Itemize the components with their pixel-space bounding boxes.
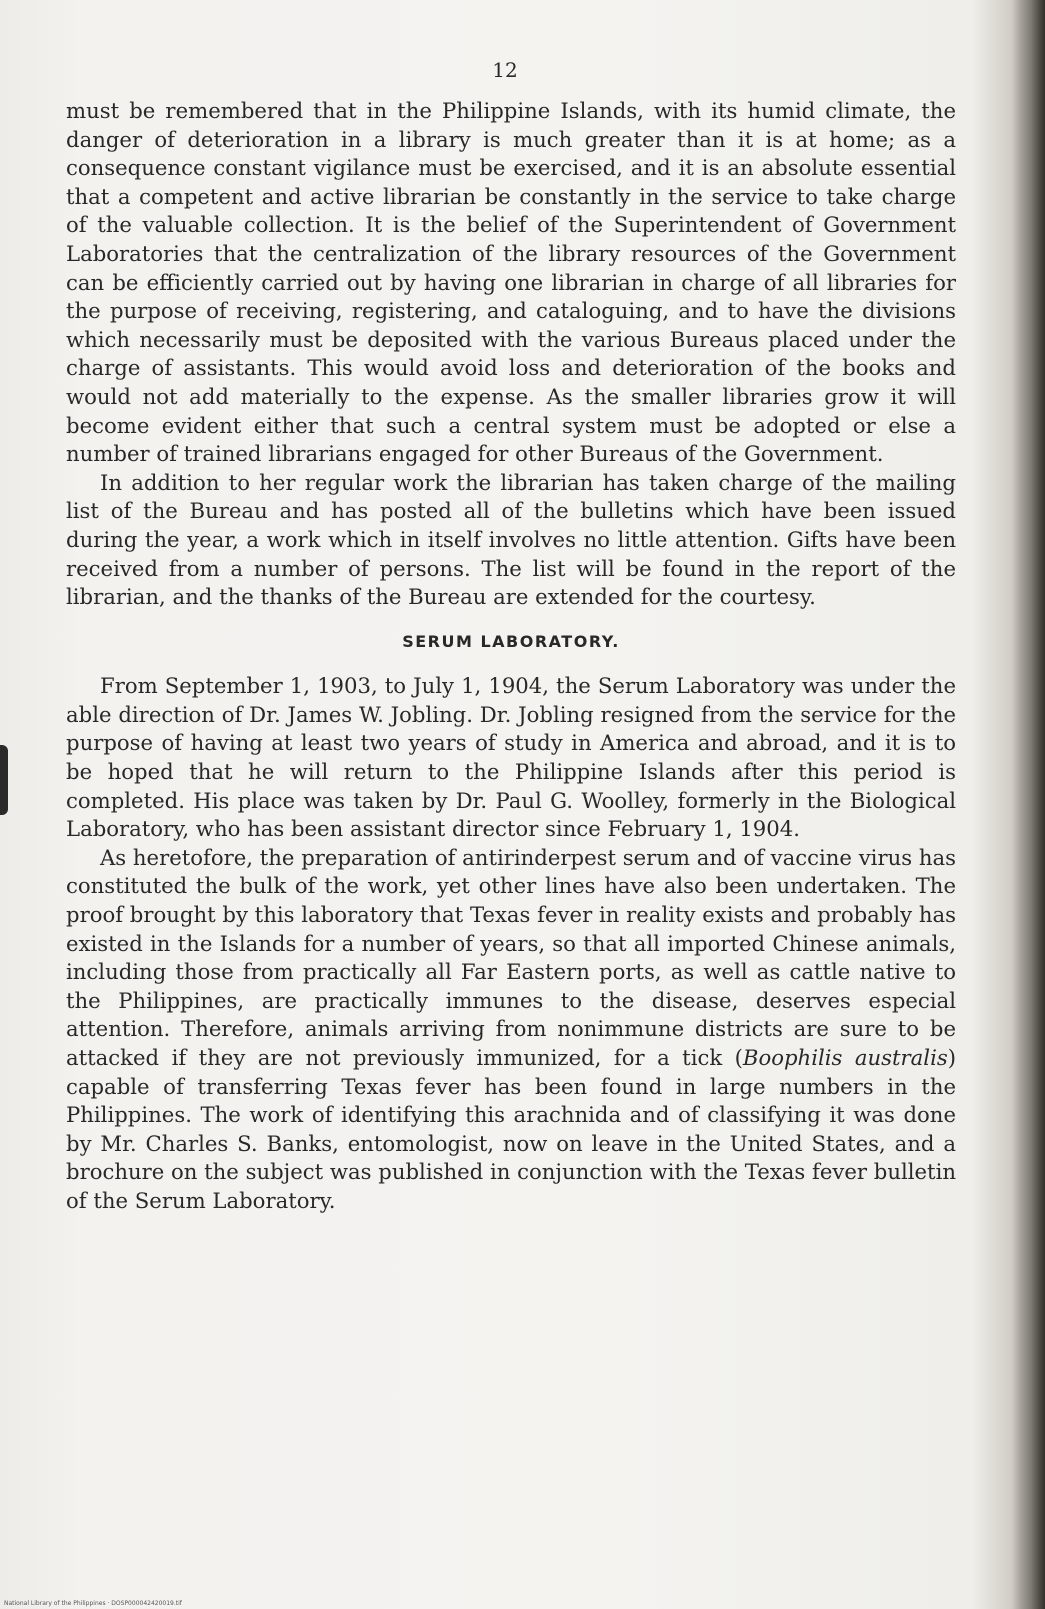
binding-mark (0, 745, 8, 815)
paragraph-librarian: In addition to her regular work the librarian has taken charge of the mailing list of the Bureau and has posted all of the bulletins which have been issued during the year, a work which in itself involves no little attention. Gifts have been received from a number of persons. The list will be found in the report of the librarian, and the thanks of the Bureau are extended for the courtesy. (66, 469, 956, 610)
text-segment: As heretofore, the preparation of antirinderpest serum and of vaccine virus has constituted the bulk of the work, yet other lines have also been undertaken. The proof brought by this laboratory that Texas fever in reality exists and probably has existed in the Islands for a number of years, so that all imported Chinese animals, including those from practically all Far Eastern ports, as well as cattle native to the Philippines, are practically immunes to the disease, deserves especial attention. Therefore, animals arriving from nonimmune districts are sure to be attacked if they are not previously immunized, for a tick ( (66, 844, 956, 1070)
paragraph-serum-work (66, 844, 956, 1216)
paragraph-serum-direction: From September 1, 1903, to July 1, 1904, the Serum Laboratory was under the able direction of Dr. James W. Jobling. Dr. Jobling resigned from the service for the purpose of having at least two years of study in America and abroad, and it is to be hoped that he will return to the Philippine Islands after this period is completed. His place was taken by Dr. Paul G. Woolley, formerly in the Biological Laboratory, who has been assistant director since February 1, 1904. (66, 673, 956, 842)
spine-shadow (1011, 0, 1045, 1609)
text-segment: ) capable of transferring Texas fever has been found in large numbers in the Philippines. The work of identifying this arachnida and of classifying it was done by Mr. Charles S. Banks, entomologist, now on leave in the United States, and a brochure on the subject was published in conjunction with the Texas fever bulletin of the Serum Laboratory. (66, 1045, 956, 1213)
scan-footer: National Library of the Philippines · DOSP000042420019.tif (4, 1600, 182, 1607)
scientific-name: Boophilis australis (742, 1045, 948, 1070)
section-heading: SERUM LABORATORY. (402, 631, 620, 651)
paragraph-continued: must be remembered that in the Philippine Islands, with its humid climate, the danger of deterioration in a library is much greater than it is at home; as a consequence constant vigilance must be exercised, and it is an absolute essential that a competent and active librarian be constantly in the service to take charge of the valuable collection. It is the belief of the Superintendent of Government Laboratories that the centralization of the library resources of the Government can be efficiently carried out by having one librarian in charge of all libraries for the purpose of receiving, registering, and cataloguing, and to have the divisions which necessarily must be deposited with the various Bureaus placed under the charge of assistants. This would avoid loss and deterioration of the books and would not add materially to the expense. As the smaller libraries grow it will become evident either that such a central system must be adopted or else a number of trained librarians engaged for other Bureaus of the Government. (66, 98, 956, 467)
page-number: 12 (492, 58, 518, 82)
body-text (66, 97, 956, 1216)
